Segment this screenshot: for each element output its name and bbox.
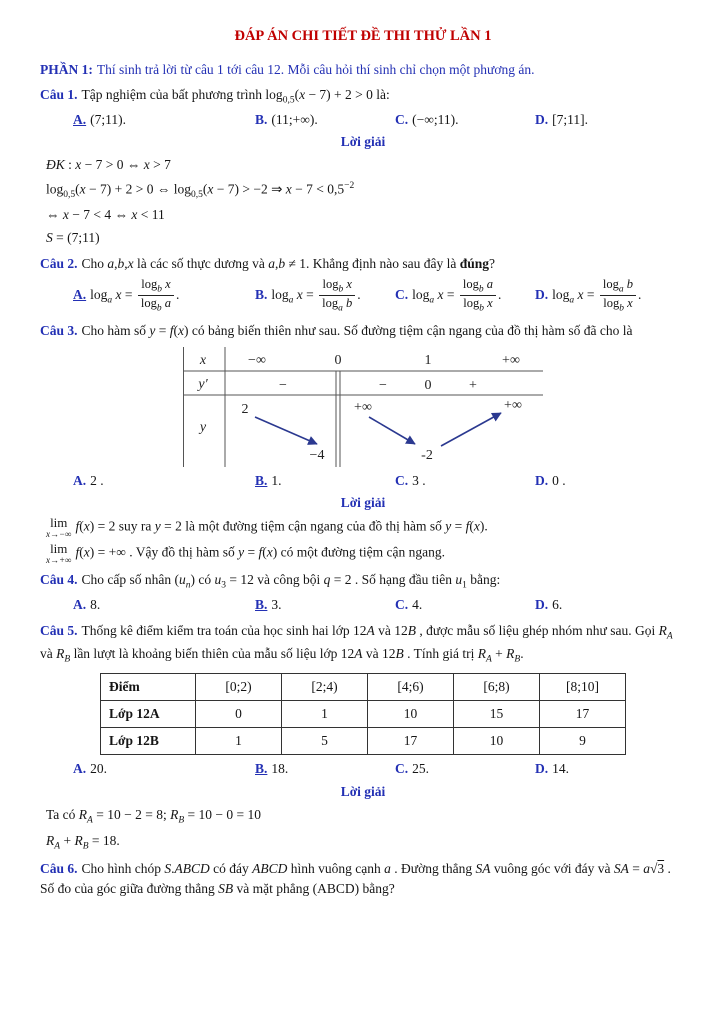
fraction (600, 277, 636, 315)
vt-y-value: -2 (421, 447, 433, 463)
formula-prefix: $\log_a x$ = (90, 286, 136, 306)
table-header-cell: [4;6) (368, 673, 454, 700)
question-4 (40, 570, 686, 615)
formula-prefix: $\log_a x$ = (552, 286, 598, 306)
question-6-statement (40, 859, 686, 900)
question-2 (40, 254, 686, 316)
question-3-option-a (73, 471, 255, 491)
option-letter: D. (535, 761, 549, 777)
lim-word: lim (50, 541, 68, 557)
table-header-cell: Điểm (101, 673, 196, 700)
option-text: 18. (271, 761, 289, 777)
table-header-cell: [0;2) (196, 673, 282, 700)
solution-line: S = (7;11) (46, 230, 100, 246)
option-text: (7;11). (90, 111, 126, 127)
question-4-text: Cho cấp số nhân $(u_n)$ có $u_3 = 12$ và công bội q = 2 . Số hạng đầu tiên $u_1$ bằng: (81, 572, 501, 592)
question-5-statement (40, 621, 686, 667)
score-table (100, 673, 626, 756)
option-letter: D. (535, 111, 549, 127)
option-text: [7;11]. (552, 111, 588, 127)
part1-label: PHẦN 1: (40, 61, 93, 77)
question-1-option-d (535, 110, 686, 130)
option-text: 1. (271, 472, 282, 488)
question-2-option-a (73, 276, 255, 316)
question-3 (40, 321, 686, 566)
question-1-text: Tập nghiệm của bất phương trình $\log_{0,5}(x - 7) + 2 > 0$ là: (81, 87, 390, 106)
vt-sign: − (279, 377, 287, 393)
vt-y-label: y (199, 419, 207, 435)
fraction-denominator: $\log_b a$ (140, 296, 171, 314)
table-cell: 5 (282, 728, 368, 755)
vt-y-value: +∞ (504, 397, 522, 413)
question-4-label: Câu 4. (40, 572, 78, 588)
solution-line: Ta có $R_A = 10 - 2 = 8$; $R_B = 10 - 0 = 10$ (46, 806, 261, 826)
vt-x-value: 0 (334, 352, 342, 368)
fraction (460, 277, 496, 315)
page-title: ĐÁP ÁN CHI TIẾT ĐỀ THI THỬ LẦN 1 (234, 28, 492, 44)
vt-y-value: −4 (309, 447, 325, 463)
table-cell: 1 (282, 700, 368, 727)
formula-prefix: $\log_a x$ = (412, 286, 458, 306)
table-cell: 9 (540, 728, 626, 755)
option-letter: A. (73, 472, 87, 488)
table-row (101, 700, 626, 727)
question-5-options (40, 759, 686, 779)
formula-suffix: . (498, 286, 502, 302)
loi-giai-heading: Lời giải (340, 495, 386, 511)
vt-x-value: 1 (424, 352, 432, 368)
vt-x-value: −∞ (248, 352, 266, 368)
question-3-options (40, 471, 686, 491)
fraction-numerator: $\log_b x$ (138, 277, 174, 296)
table-cell: 10 (368, 700, 454, 727)
vt-y-value: 2 (241, 401, 249, 417)
table-header-cell: [8;10] (540, 673, 626, 700)
option-letter: D. (535, 597, 549, 613)
option-letter: C. (395, 761, 409, 777)
fraction (138, 277, 174, 315)
table-row-label: Lớp 12B (101, 728, 196, 755)
limit-notation (46, 516, 71, 539)
lim-word: lim (50, 515, 68, 531)
loi-giai-heading: Lời giải (340, 783, 386, 799)
question-5-option-d (535, 759, 686, 779)
formula-suffix: . (176, 286, 180, 302)
question-1-option-a (73, 110, 255, 130)
option-letter: B. (255, 472, 268, 488)
option-text: 8. (90, 597, 101, 613)
question-5-label: Câu 5. (40, 622, 78, 638)
part1-heading (40, 60, 686, 80)
question-1-option-c (395, 110, 535, 130)
option-text: (11;+∞). (271, 111, 318, 127)
option-letter: D. (535, 286, 549, 302)
part1-text: Thí sinh trả lời từ câu 1 tới câu 12. Mỗi câu hỏi thí sinh chỉ chọn một phương án. (96, 61, 535, 77)
option-letter: B. (255, 597, 268, 613)
question-2-option-d (535, 276, 686, 316)
fraction-numerator: $\log_b x$ (319, 277, 355, 296)
solution-line (46, 542, 686, 565)
option-letter: C. (395, 111, 409, 127)
table-cell: 0 (196, 700, 282, 727)
vt-x-label: x (199, 352, 207, 368)
question-1-statement (40, 85, 686, 108)
option-letter: D. (535, 472, 549, 488)
table-cell: 17 (368, 728, 454, 755)
option-text: 0 . (552, 472, 566, 488)
question-6-text: Cho hình chóp S.ABCD có đáy ABCD hình vuông cạnh a . Đường thẳng SA vuông góc với đáy và SA = a√3 . Số đo của góc giữa đường thẳng SB và mặt phẳng (ABCD) bằng? (40, 860, 671, 896)
option-letter: A. (73, 761, 87, 777)
lim-subscript: x→−∞ (46, 529, 72, 540)
fraction-numerator: $\log_b a$ (460, 277, 496, 296)
option-letter: A. (73, 597, 87, 613)
question-2-label: Câu 2. (40, 255, 78, 271)
fraction (319, 277, 355, 315)
option-letter: A. (73, 286, 87, 302)
option-letter: B. (255, 286, 268, 302)
solution-line (46, 516, 686, 539)
option-text: 14. (552, 761, 569, 777)
question-4-statement (40, 570, 686, 593)
question-2-option-b (255, 276, 395, 316)
vt-y-value: +∞ (354, 399, 372, 415)
solution-text: f(x) = 2 suy ra y = 2 là một đường tiệm cận ngang của đồ thị hàm số y = f(x). (75, 519, 488, 535)
limit-notation (46, 542, 71, 565)
question-2-statement (40, 254, 686, 274)
option-letter: A. (73, 111, 87, 127)
option-text: 4. (412, 597, 423, 613)
formula-suffix: . (357, 286, 361, 302)
solution-line: $R_A + R_B = 18$. (46, 832, 120, 852)
question-3-option-c (395, 471, 535, 491)
vt-sign: − (379, 377, 387, 393)
question-5-text: Thống kê điểm kiểm tra toán của học sinh hai lớp 12A và 12B , được mẫu số liệu ghép nhóm như sau. Gọi $R_A$ và $R_B$ lần lượt là khoảng biến thiên của mẫu số liệu lớp 12A và 12B . Tính giá trị $R_A + R_B$. (40, 622, 673, 665)
fraction-numerator: $\log_a b$ (600, 277, 636, 296)
option-text: 25. (412, 761, 429, 777)
variation-table-container (40, 347, 686, 467)
loi-giai-heading: Lời giải (340, 134, 386, 150)
question-3-text: Cho hàm số y = f(x) có bảng biến thiên như sau. Số đường tiệm cận ngang của đồ thị hàm số đã cho là (81, 322, 633, 338)
table-header-cell: [2;4) (282, 673, 368, 700)
question-3-statement (40, 321, 686, 341)
lim-subscript: x→+∞ (46, 555, 72, 566)
question-6-label: Câu 6. (40, 860, 78, 876)
fraction-denominator: $\log_a b$ (322, 296, 353, 314)
option-text: 3. (271, 597, 282, 613)
option-letter: B. (255, 761, 268, 777)
variation-table (183, 347, 543, 467)
table-cell: 15 (454, 700, 540, 727)
question-5-option-b (255, 759, 395, 779)
question-4-option-b (255, 595, 395, 615)
table-header-cell: [6;8) (454, 673, 540, 700)
question-3-option-b (255, 471, 395, 491)
question-3-label: Câu 3. (40, 322, 78, 338)
vt-yprime-label: y′ (198, 376, 208, 392)
table-cell: 1 (196, 728, 282, 755)
fraction-denominator: $\log_b x$ (463, 296, 493, 314)
option-text: 3 . (412, 472, 426, 488)
solution-text: f(x) = +∞ . Vậy đồ thị hàm số y = f(x) có một đường tiệm cận ngang. (75, 545, 446, 561)
vt-sign: + (469, 377, 477, 393)
table-row (101, 728, 626, 755)
question-4-option-c (395, 595, 535, 615)
option-text: 2 . (90, 472, 104, 488)
question-1-option-b (255, 110, 395, 130)
formula-prefix: $\log_a x$ = (271, 286, 318, 306)
formula-suffix: . (638, 286, 642, 302)
question-4-option-d (535, 595, 686, 615)
question-2-option-c (395, 276, 535, 316)
question-4-options (40, 595, 686, 615)
option-text: (−∞;11). (412, 111, 459, 127)
question-1-label: Câu 1. (40, 87, 78, 102)
question-5-option-a (73, 759, 255, 779)
question-2-text: Cho a,b,x là các số thực dương và a,b ≠ 1. Khẳng định nào sau đây là đúng? (81, 255, 496, 271)
question-4-option-a (73, 595, 255, 615)
question-6 (40, 859, 686, 900)
question-5-option-c (395, 759, 535, 779)
table-header-row (101, 673, 626, 700)
solution-line: ⇔ x − 7 < 4 ⇔ x < 11 (46, 207, 165, 223)
question-1 (40, 85, 686, 249)
option-letter: C. (395, 472, 409, 488)
question-5 (40, 621, 686, 854)
solution-line: $\log_{0,5}(x - 7) + 2 > 0$ ⇔ $\log_{0,5}(x - 7) > -2$ ⇒ $x - 7 < 0,5^{-2}$ (46, 180, 355, 200)
table-cell: 17 (540, 700, 626, 727)
option-text: 20. (90, 761, 107, 777)
option-letter: B. (255, 111, 268, 127)
solution-line: ĐK : x − 7 > 0 ⇔ x > 7 (46, 157, 171, 173)
question-3-option-d (535, 471, 686, 491)
question-1-options (40, 110, 686, 130)
option-letter: C. (395, 597, 409, 613)
option-text: 6. (552, 597, 563, 613)
vt-sign: 0 (424, 377, 432, 393)
question-2-options (40, 276, 686, 316)
fraction-denominator: $\log_b x$ (603, 296, 633, 314)
table-cell: 10 (454, 728, 540, 755)
vt-x-value: +∞ (502, 352, 520, 368)
option-letter: C. (395, 286, 409, 302)
table-row-label: Lớp 12A (101, 700, 196, 727)
